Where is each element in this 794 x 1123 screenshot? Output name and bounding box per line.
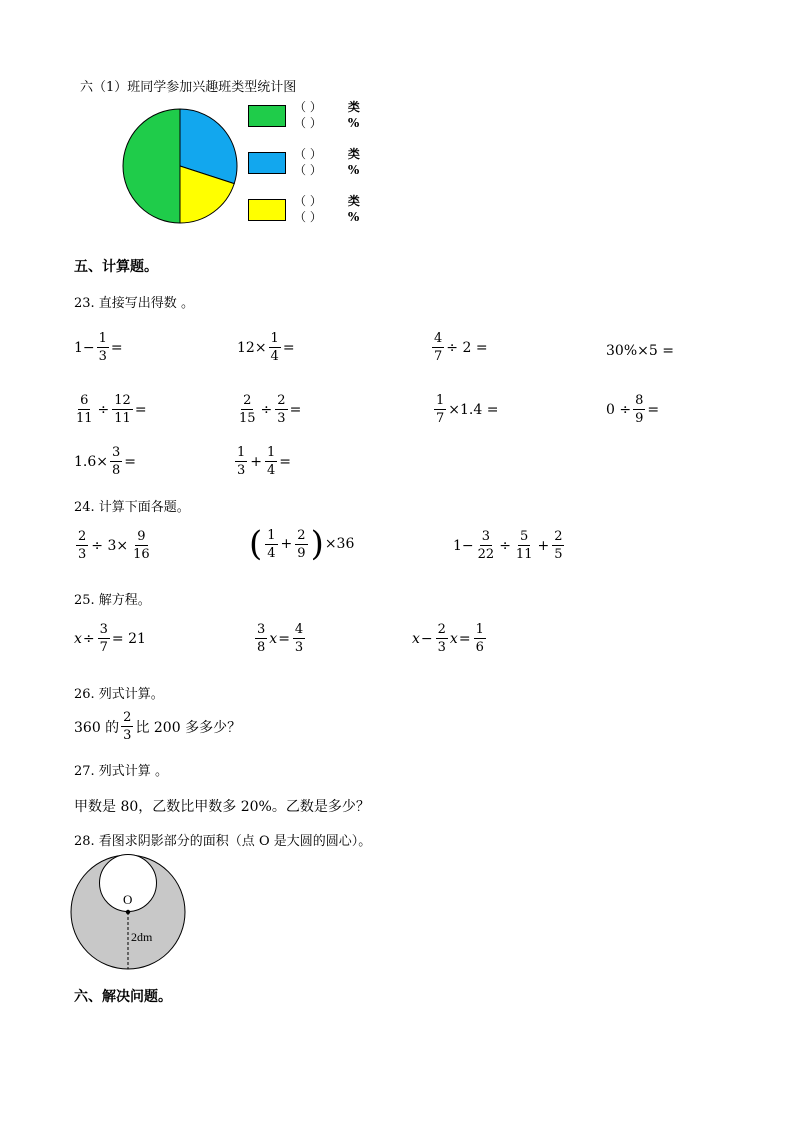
legend-unit: 类 bbox=[347, 194, 360, 208]
denominator: 15 bbox=[239, 411, 256, 426]
fraction bbox=[131, 530, 152, 561]
radius-label: 2dm bbox=[131, 930, 153, 944]
right-paren: ) bbox=[310, 524, 324, 564]
legend-blank: （ ） bbox=[294, 100, 322, 114]
denominator: 3 bbox=[123, 728, 132, 743]
operator: − bbox=[420, 630, 433, 647]
numerator: 2 bbox=[297, 527, 306, 543]
fraction bbox=[121, 711, 133, 742]
operator: + bbox=[280, 536, 293, 552]
legend-unit: % bbox=[347, 210, 360, 224]
numerator: 6 bbox=[80, 393, 89, 408]
expr-text: ×1.4 = bbox=[448, 401, 499, 418]
numerator: 4 bbox=[294, 622, 304, 637]
center-label: O bbox=[123, 892, 133, 907]
numerator: 1 bbox=[475, 622, 484, 637]
center-point bbox=[126, 910, 130, 914]
fraction bbox=[552, 530, 564, 561]
expr-text: 12× bbox=[237, 339, 267, 356]
legend-item-1 bbox=[248, 99, 360, 131]
fraction bbox=[514, 530, 535, 561]
expr-text: 30%×5 = bbox=[606, 343, 674, 359]
question-25-label: 25. 解方程。 bbox=[74, 593, 151, 608]
pie-slice-1 bbox=[123, 109, 180, 223]
expr-text: = bbox=[134, 401, 147, 418]
fraction bbox=[97, 332, 109, 363]
operator: = bbox=[278, 630, 290, 647]
question-26-label: 26. 列式计算。 bbox=[74, 687, 164, 702]
legend-swatch-1 bbox=[248, 105, 286, 127]
q23-expr-4 bbox=[606, 343, 674, 359]
fraction bbox=[436, 623, 448, 654]
numerator: 8 bbox=[635, 393, 644, 408]
numerator: 9 bbox=[137, 529, 146, 544]
q23-expr-6 bbox=[235, 394, 301, 425]
fraction bbox=[110, 446, 122, 477]
denominator: 9 bbox=[635, 411, 644, 426]
numerator: 2 bbox=[437, 622, 446, 637]
numerator: 1 bbox=[267, 527, 276, 543]
q23-expr-5 bbox=[72, 394, 147, 425]
expr-text: = 21 bbox=[111, 630, 146, 647]
legend-blank: （ ） bbox=[294, 163, 322, 177]
q23-expr-2 bbox=[237, 332, 295, 363]
variable: x bbox=[74, 630, 82, 647]
denominator: 7 bbox=[99, 640, 108, 655]
legend-item-3 bbox=[248, 193, 360, 225]
denominator: 9 bbox=[297, 545, 306, 561]
numerator: 1 bbox=[237, 445, 246, 460]
variable: x bbox=[449, 630, 458, 647]
section-title-5: 五、计算题。 bbox=[74, 259, 158, 275]
q25-equation-1 bbox=[74, 623, 146, 654]
denominator: 6 bbox=[475, 640, 484, 655]
fraction bbox=[434, 394, 446, 425]
numerator: 3 bbox=[99, 622, 108, 637]
fraction bbox=[476, 530, 497, 561]
numerator: 1 bbox=[98, 331, 107, 346]
operator: ÷ bbox=[82, 630, 95, 647]
variable: x bbox=[269, 630, 278, 647]
q23-expr-1 bbox=[74, 332, 123, 363]
variable: x bbox=[412, 630, 420, 647]
denominator: 3 bbox=[78, 547, 87, 562]
numerator: 2 bbox=[78, 529, 87, 544]
denominator: 4 bbox=[267, 545, 276, 561]
q26-expression bbox=[74, 711, 241, 742]
operator: ÷ 3× bbox=[91, 537, 129, 554]
expr-text: = bbox=[124, 453, 137, 470]
pie-chart bbox=[120, 105, 242, 227]
expr-text: ÷ 2 = bbox=[446, 339, 488, 356]
legend-item-2 bbox=[248, 146, 360, 178]
denominator: 3 bbox=[98, 349, 107, 364]
fraction bbox=[474, 623, 486, 654]
numerator: 4 bbox=[434, 331, 443, 346]
fraction bbox=[265, 529, 277, 560]
numerator: 1 bbox=[270, 331, 279, 346]
expr-text: 1.6× bbox=[74, 453, 108, 470]
numerator: 3 bbox=[257, 622, 266, 637]
denominator: 5 bbox=[554, 547, 563, 562]
fraction bbox=[633, 394, 645, 425]
fraction bbox=[74, 394, 95, 425]
q24-expr-3 bbox=[453, 530, 566, 561]
circle-diagram bbox=[70, 854, 190, 974]
q25-equation-2 bbox=[253, 623, 307, 654]
legend-unit: % bbox=[347, 116, 360, 130]
numerator: 3 bbox=[481, 529, 491, 544]
legend-blank: （ ） bbox=[294, 210, 322, 224]
operator: ÷ bbox=[97, 401, 110, 418]
expr-text: = bbox=[110, 339, 123, 356]
denominator: 11 bbox=[76, 411, 93, 426]
operator: = bbox=[458, 630, 471, 647]
fraction bbox=[432, 332, 444, 363]
denominator: 3 bbox=[294, 640, 304, 655]
chart-title: 六（1）班同学参加兴趣班类型统计图 bbox=[80, 80, 297, 95]
denominator: 8 bbox=[112, 463, 121, 478]
numerator: 2 bbox=[123, 710, 132, 725]
denominator: 3 bbox=[237, 463, 246, 478]
expr-text: 比 200 多多少？ bbox=[135, 719, 242, 736]
q25-equation-3 bbox=[412, 623, 488, 654]
q23-expr-7 bbox=[432, 394, 498, 425]
numerator: 1 bbox=[267, 445, 276, 460]
fraction bbox=[265, 446, 277, 477]
q23-expr-8 bbox=[606, 394, 659, 425]
legend-blank: （ ） bbox=[294, 194, 322, 208]
expr-text: = bbox=[279, 453, 292, 470]
numerator: 5 bbox=[520, 529, 529, 544]
fraction bbox=[235, 446, 247, 477]
fraction bbox=[76, 530, 88, 561]
question-28-label: 28. 看图求阴影部分的面积（点 O 是大圆的圆心）。 bbox=[74, 834, 372, 849]
expr-text: 360 的 bbox=[74, 719, 120, 736]
section-title-6: 六、解决问题。 bbox=[74, 989, 172, 1005]
q23-expr-9 bbox=[74, 446, 136, 477]
denominator: 11 bbox=[114, 411, 131, 426]
question-23-label: 23. 直接写出得数 。 bbox=[74, 296, 194, 311]
denominator: 8 bbox=[257, 640, 266, 655]
legend-swatch-3 bbox=[248, 199, 286, 221]
numerator: 2 bbox=[243, 393, 252, 408]
operator: + bbox=[537, 537, 550, 554]
expr-text: = bbox=[289, 401, 302, 418]
operator: + bbox=[250, 453, 263, 470]
fraction bbox=[293, 623, 305, 654]
denominator: 22 bbox=[477, 547, 495, 562]
denominator: 7 bbox=[436, 411, 445, 426]
fraction bbox=[98, 623, 110, 654]
expr-text: 1− bbox=[453, 537, 474, 554]
question-24-label: 24. 计算下面各题。 bbox=[74, 500, 190, 515]
expr-text: = bbox=[282, 339, 295, 356]
q24-expr-2 bbox=[248, 524, 355, 564]
fraction bbox=[112, 394, 133, 425]
expr-text: = bbox=[647, 401, 660, 418]
denominator: 4 bbox=[270, 349, 279, 364]
operator: ÷ bbox=[499, 537, 511, 554]
numerator: 12 bbox=[114, 393, 131, 408]
left-paren: ( bbox=[249, 524, 263, 564]
fraction bbox=[275, 394, 287, 425]
q24-expr-1 bbox=[74, 530, 154, 561]
legend-unit: % bbox=[347, 163, 360, 177]
legend-unit: 类 bbox=[347, 100, 360, 114]
q23-expr-10 bbox=[233, 446, 291, 477]
denominator: 16 bbox=[133, 547, 150, 562]
numerator: 2 bbox=[554, 529, 563, 544]
legend-blank: （ ） bbox=[294, 116, 322, 130]
operator: ÷ bbox=[260, 401, 273, 418]
fraction bbox=[269, 332, 281, 363]
denominator: 4 bbox=[267, 463, 276, 478]
fraction bbox=[237, 394, 258, 425]
denominator: 7 bbox=[434, 349, 443, 364]
q23-expr-3 bbox=[430, 332, 488, 363]
denominator: 3 bbox=[277, 411, 286, 426]
question-27-text: 甲数是 80，乙数比甲数多 20%。乙数是多少？ bbox=[74, 799, 370, 815]
legend-blank: （ ） bbox=[294, 147, 322, 161]
expr-text: ×36 bbox=[324, 536, 355, 552]
numerator: 2 bbox=[277, 393, 286, 408]
legend-unit: 类 bbox=[347, 147, 360, 161]
denominator: 11 bbox=[515, 547, 533, 562]
expr-text: 1− bbox=[74, 339, 95, 356]
expr-text: 0 ÷ bbox=[606, 401, 632, 418]
numerator: 3 bbox=[112, 445, 121, 460]
legend-swatch-2 bbox=[248, 152, 286, 174]
numerator: 1 bbox=[436, 393, 445, 408]
fraction bbox=[255, 623, 267, 654]
question-27-label: 27. 列式计算 。 bbox=[74, 764, 168, 779]
denominator: 3 bbox=[437, 640, 446, 655]
fraction bbox=[295, 529, 307, 560]
